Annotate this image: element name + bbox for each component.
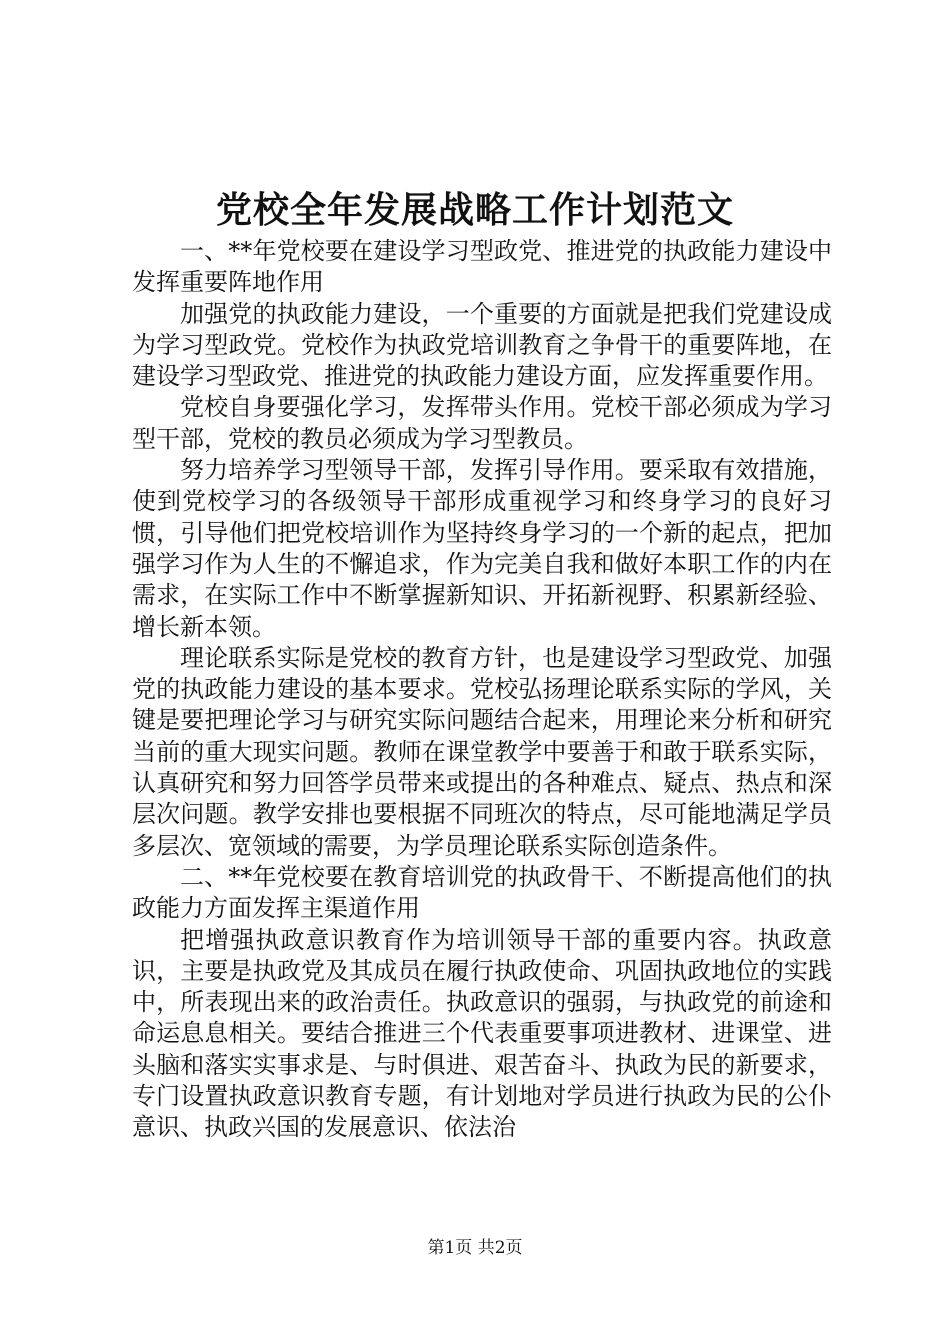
paragraph: 二、**年党校要在教育培训党的执政骨干、不断提高他们的执政能力方面发挥主渠道作用 xyxy=(132,862,832,923)
paragraph: 党校自身要强化学习，发挥带头作用。党校干部必须成为学习型干部，党校的教员必须成为学习型教员。 xyxy=(132,393,832,453)
paragraph: 一、**年党校要在建设学习型政党、推进党的执政能力建设中发挥重要阵地作用 xyxy=(132,237,832,297)
page-number-footer: 第1页 共2页 xyxy=(427,1238,523,1258)
document-body xyxy=(132,236,832,1144)
paragraph: 努力培养学习型领导干部，发挥引导作用。要采取有效措施，使到党校学习的各级领导干部形成重视学习和终身学习的良好习惯，引导他们把党校培训作为坚持终身学习的一个新的起点，把加强学习作为人生的不懈追求，作为完美自我和做好本职工作的内在需求，在实际工作中不断掌握新知识、开拓新视野、积累新经验、增长新本领。 xyxy=(132,456,832,641)
paragraph: 理论联系实际是党校的教育方针，也是建设学习型政党、加强党的执政能力建设的基本要求。党校弘扬理论联系实际的学风，关键是要把理论学习与研究实际问题结合起来，用理论来分析和研究当前的重大现实问题。教师在课堂教学中要善于和敢于联系实际，认真研究和努力回答学员带来或提出的各种难点、疑点、热点和深层次问题。教学安排也要根据不同班次的特点，尽可能地满足学员多层次、宽领域的需要，为学员理论联系实际创造条件。 xyxy=(132,643,832,860)
paragraph: 加强党的执政能力建设，一个重要的方面就是把我们党建设成为学习型政党。党校作为执政党培训教育之争骨干的重要阵地，在建设学习型政党、推进党的执政能力建设方面，应发挥重要作用。 xyxy=(132,299,832,391)
paragraph: 把增强执政意识教育作为培训领导干部的重要内容。执政意识，主要是执政党及其成员在履行执政使命、巩固执政地位的实践中，所表现出来的政治责任。执政意识的强弱，与执政党的前途和命运息息相关。要结合推进三个代表重要事项进教材、进课堂、进头脑和落实实事求是、与时俱进、艰苦奋斗、执政为民的新要求，专门设置执政意识教育专题，有计划地对学员进行执政为民的公仆意识、执政兴国的发展意识、依法治 xyxy=(132,925,832,1142)
document-title: 党校全年发展战略工作计划范文 xyxy=(215,189,734,231)
